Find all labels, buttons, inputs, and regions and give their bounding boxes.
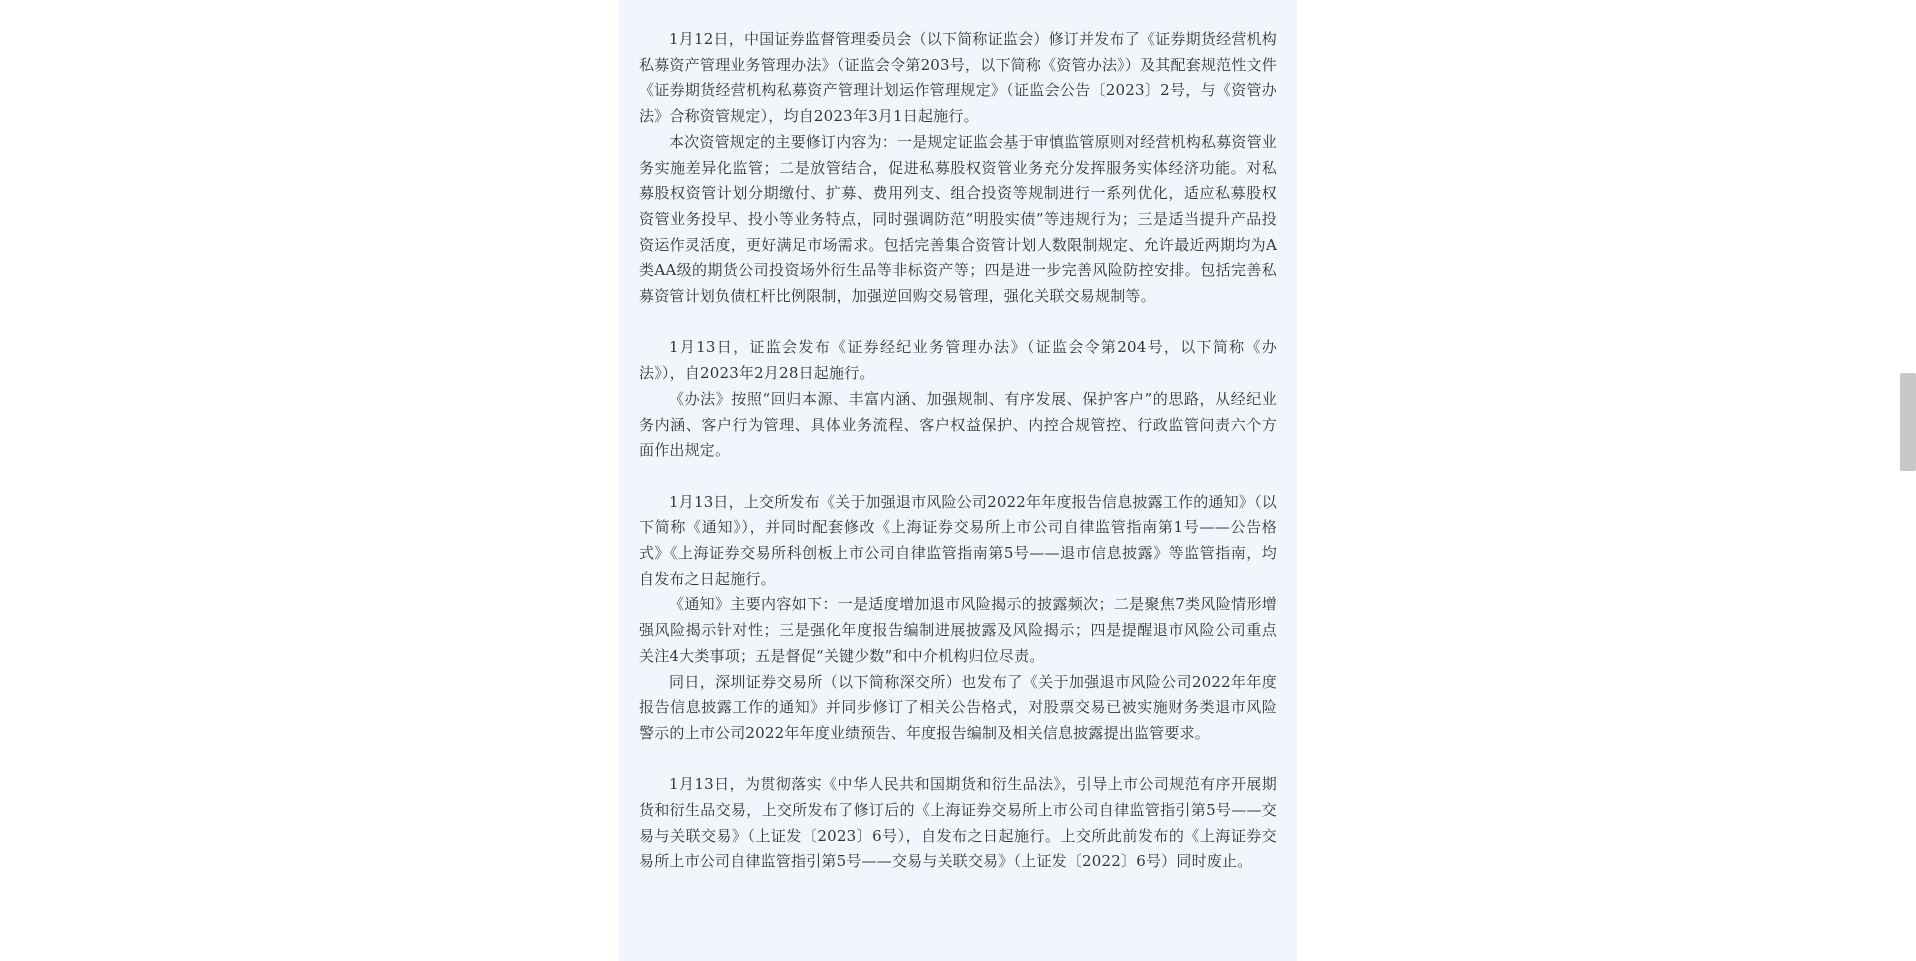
section-gap — [639, 464, 1277, 490]
news-item-regulation — [639, 27, 1277, 310]
article-body — [619, 0, 1297, 961]
paragraph: 《通知》主要内容如下：一是适度增加退市风险揭示的披露频次；二是聚焦7类风险情形增强风险揭示针对性；三是强化年度报告编制进展披露及风险揭示；四是提醒退市风险公司重点关注4大类事项；五是督促“关键少数”和中介机构归位尽责。 — [639, 595, 1277, 665]
news-item-derivatives — [639, 772, 1277, 875]
news-item-delisting-risk — [639, 490, 1277, 747]
paragraph: 1月13日，上交所发布《关于加强退市风险公司2022年年度报告信息披露工作的通知》（以下简称《通知》），并同时配套修改《上海证券交易所上市公司自律监管指南第1号——公告格式》《上海证券交易所科创板上市公司自律监管指南第5号——退市信息披露》等监管指南，均自发布之日起施行。 — [639, 492, 1277, 588]
paragraph: 1月13日，证监会发布《证券经纪业务管理办法》（证监会令第204号，以下简称《办法》），自2023年2月28日起施行。 — [639, 338, 1277, 383]
paragraph: 《办法》按照“回归本源、丰富内涵、加强规制、有序发展、保护客户”的思路，从经纪业务内涵、客户行为管理、具体业务流程、客户权益保护、内控合规管控、行政监管问责六个方面作出规定。 — [639, 389, 1277, 460]
section-gap — [639, 747, 1277, 773]
scrollbar-thumb[interactable] — [1900, 373, 1916, 471]
paragraph: 1月13日，为贯彻落实《中华人民共和国期货和衍生品法》，引导上市公司规范有序开展期货和衍生品交易，上交所发布了修订后的《上海证券交易所上市公司自律监管指引第5号——交易与关联交易》（上证发〔2023〕6号），自发布之日起施行。上交所此前发布的《上海证券交易所上市公司自律监管指引第5号——交易与关联交易》（上证发〔2022〕6号）同时废止。 — [639, 775, 1277, 871]
paragraph: 同日，深圳证券交易所（以下简称深交所）也发布了《关于加强退市风险公司2022年年度报告信息披露工作的通知》并同步修订了相关公告格式，对股票交易已被实施财务类退市风险警示的上市公司2022年年度业绩预告、年度报告编制及相关信息披露提出监管要求。 — [639, 672, 1277, 742]
paragraph: 本次资管规定的主要修订内容为：一是规定证监会基于审慎监管原则对经营机构私募资管业务实施差异化监管；二是放管结合，促进私募股权资管业务充分发挥服务实体经济功能。对私募股权资管计划分期缴付、扩募、费用列支、组合投资等规制进行一系列优化，适应私募股权资管业务投早、投小等业务特点，同时强调防范“明股实债”等违规行为；三是适当提升产品投资运作灵活度，更好满足市场需求。包括完善集合资管计划人数限制规定、允许最近两期均为A类AA级的期货公司投资场外衍生品等非标资产等；四是进一步完善风险防控安排。包括完善私募资管计划负债杠杆比例限制，加强逆回购交易管理，强化关联交易规制等。 — [639, 132, 1278, 306]
paragraph: 1月12日，中国证券监督管理委员会（以下简称证监会）修订并发布了《证券期货经营机构私募资产管理业务管理办法》（证监会令第203号，以下简称《资管办法》）及其配套规范性文件《证券期货经营机构私募资产管理计划运作管理规定》（证监会公告〔2023〕2号，与《资管办法》合称资管规定），均自2023年3月1日起施行。 — [639, 30, 1277, 126]
section-gap — [639, 310, 1277, 336]
news-item-brokerage — [639, 335, 1277, 464]
